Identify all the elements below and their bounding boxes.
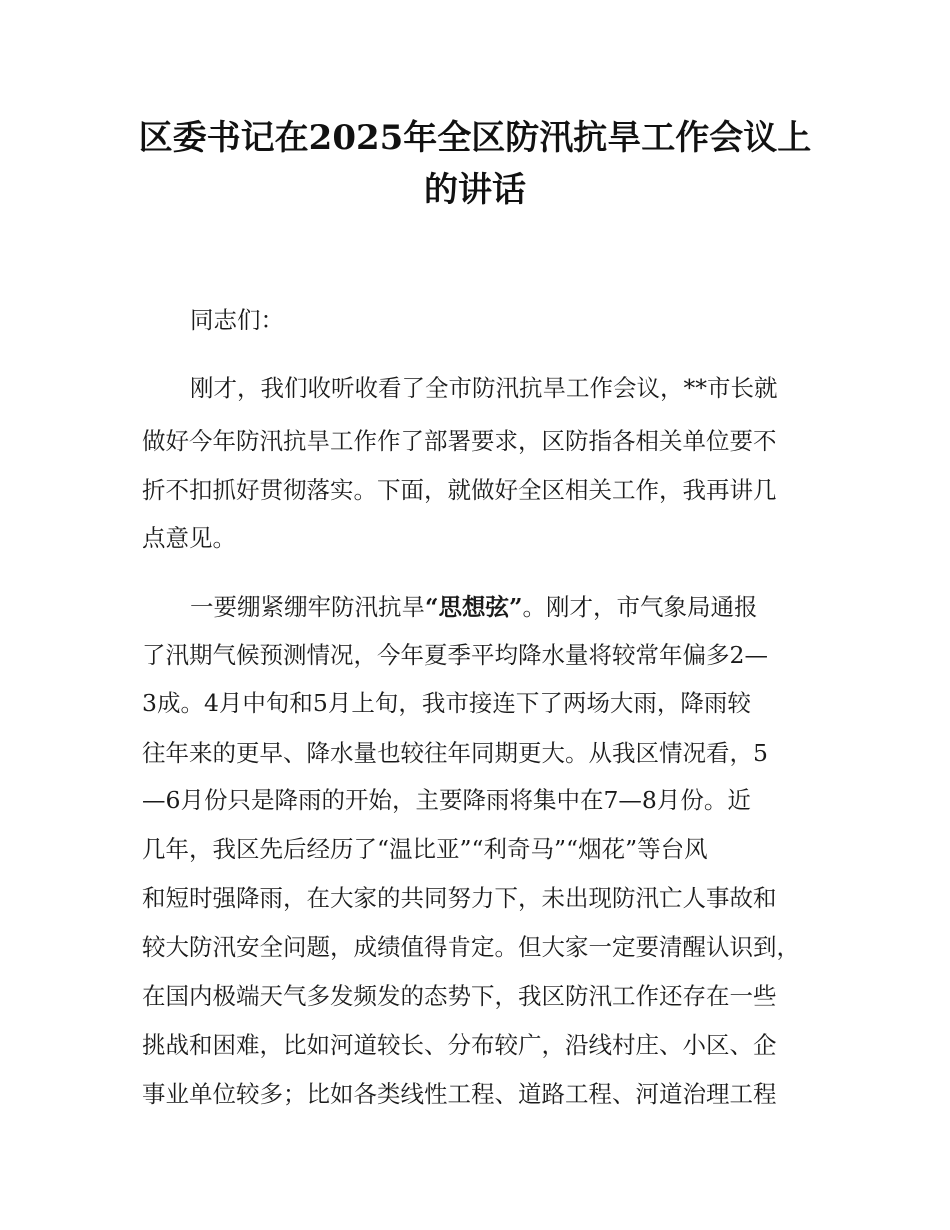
paragraph-1-line: 折不扣抓好贯彻落实。下面，就做好全区相关工作，我再讲几 [142, 476, 777, 504]
lead-emphasis: “思想弦” [425, 593, 523, 621]
paragraph-2-lead [190, 592, 758, 622]
lead-prefix: 一要绷紧绷牢防汛抗旱 [190, 593, 425, 621]
paragraph-2-line: 较大防汛安全问题，成绩值得肯定。但大家一定要清醒认识到， [142, 933, 800, 961]
paragraph-2-line: —6月份只是降雨的开始，主要降雨将集中在7—8月份。近 [142, 786, 751, 814]
title-line-2: 的讲话 [424, 170, 526, 210]
paragraph-2-line: 了汛期气候预测情况，今年夏季平均降水量将较常年偏多2— [142, 641, 768, 669]
paragraph-2-line: 挑战和困难，比如河道较长、分布较广，沿线村庄、小区、企 [142, 1031, 777, 1059]
document-title [100, 112, 850, 216]
paragraph-2-line: 和短时强降雨，在大家的共同努力下，未出现防汛亡人事故和 [142, 884, 777, 912]
title-line-1: 区委书记在2025年全区防汛抗旱工作会议上 [138, 118, 812, 158]
paragraph-1-line: 做好今年防汛抗旱工作作了部署要求，区防指各相关单位要不 [142, 427, 777, 455]
paragraph-2-line: 事业单位较多；比如各类线性工程、道路工程、河道治理工程 [142, 1080, 777, 1108]
lead-suffix: 。刚才，市气象局通报 [522, 593, 758, 621]
paragraph-2-line: 在国内极端天气多发频发的态势下，我区防汛工作还存在一些 [142, 982, 777, 1010]
paragraph-1-line: 点意见。 [142, 524, 236, 552]
paragraph-1-line: 刚才，我们收听收看了全市防汛抗旱工作会议，**市长就 [190, 374, 778, 402]
paragraph-2-line: 3成。4月中旬和5月上旬，我市接连下了两场大雨，降雨较 [142, 689, 751, 717]
paragraph-2-line: 几年，我区先后经历了“温比亚”“利奇马”“烟花”等台风 [142, 835, 708, 863]
paragraph-2-line: 往年来的更早、降水量也较往年同期更大。从我区情况看，5 [142, 739, 768, 767]
salutation: 同志们： [190, 306, 284, 334]
